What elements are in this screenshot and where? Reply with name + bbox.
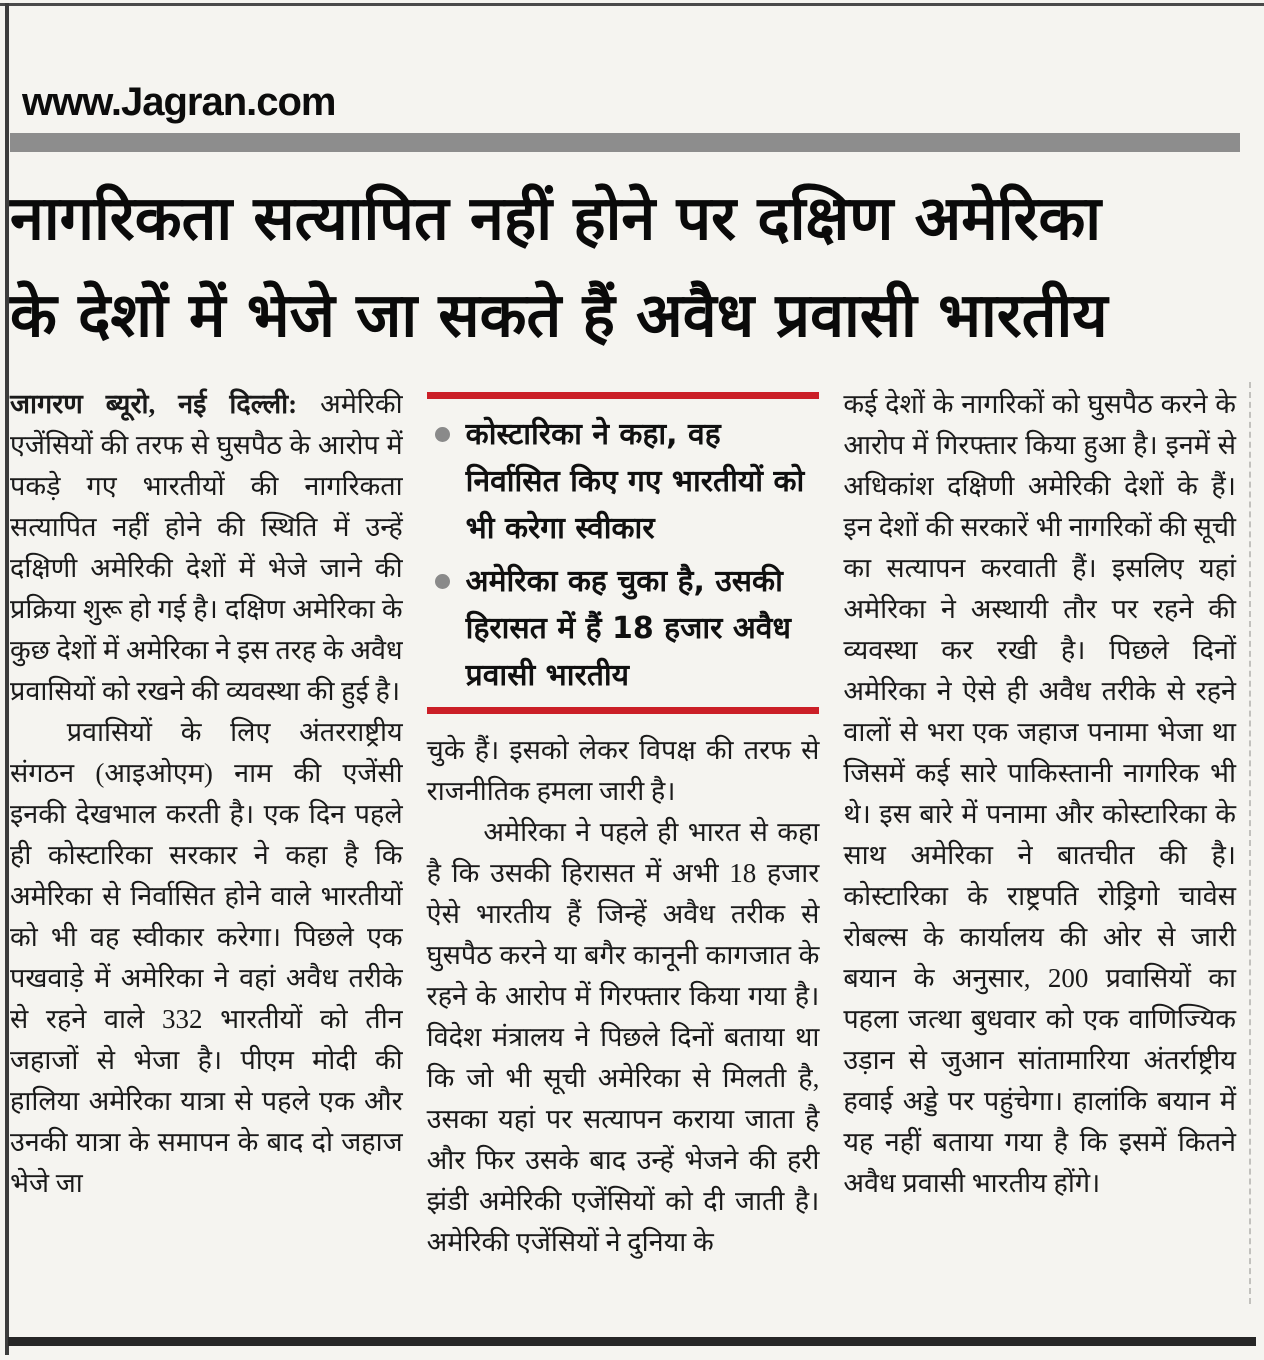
- bullet-item: [427, 411, 820, 552]
- bullet-item: [427, 558, 820, 699]
- scan-left-edge-line: [5, 3, 9, 1355]
- masthead-divider-bar: [10, 133, 1240, 152]
- article-columns: [10, 384, 1236, 1263]
- left-paragraph-2: प्रवासियों के लिए अंतरराष्ट्रीय संगठन (आइओएम) नाम की एजेंसी इनकी देखभाल करती है। एक दिन पहले ही कोस्टारिका सरकार ने कहा है कि अमेरिका से निर्वासित होने वाले भारतीयों को भी वह स्वीकार करेगा। पिछले एक पखवाड़े में अमेरिका ने वहां अवैध तरीके से रहने वाले 332 भारतीयों को तीन जहाजों से भेजा है। पीएम मोदी की हालिया अमेरिका यात्रा से पहले एक और उनकी यात्रा के समापन के बाद दो जहाज भेजे जा: [10, 717, 403, 1198]
- headline-line-1: नागरिकता सत्यापित नहीं होने पर दक्षिण अमेरिका: [10, 183, 1102, 254]
- site-logo: www.Jagran.com: [22, 80, 336, 124]
- bullet-text: अमेरिका कह चुका है, उसकी हिरासत में हैं 18 हजार अवैध प्रवासी भारतीय: [465, 564, 791, 693]
- bullet-dot-icon: [435, 427, 450, 442]
- dateline: जागरण ब्यूरो, नई दिल्ली:: [10, 389, 298, 419]
- headline-line-2: के देशों में भेजे जा सकते हैं अवैध प्रवासी भारतीय: [10, 280, 1108, 351]
- article-headline: [10, 170, 1254, 364]
- bullet-text: कोस्टारिका ने कहा, वह निर्वासित किए गए भारतीयों को भी करेगा स्वीकार: [465, 417, 805, 546]
- lead-paragraph-text: अमेरिकी एजेंसियों की तरफ से घुसपैठ के आरोप में पकड़े गए भारतीयों की नागरिकता सत्यापित नहीं होने की स्थिति में उन्हें दक्षिणी अमेरिकी देशों में भेजे जाने की प्रक्रिया शुरू हो गई है। दक्षिण अमेरिका के कुछ देशों में अमेरिका ने इस तरह के अवैध प्रवासियों को रखने की व्यवस्था की हुई है।: [10, 389, 403, 706]
- column-left: [10, 384, 403, 1204]
- middle-paragraph-1: चुके हैं। इसको लेकर विपक्ष की तरफ से राजनीतिक हमला जारी है।: [426, 735, 820, 806]
- highlight-top-rule: [427, 392, 820, 399]
- right-paragraph-1: कई देशों के नागरिकों को घुसपैठ करने के आरोप में गिरफ्तार किया हुआ है। इनमें से अधिकांश दक्षिणी अमेरिकी देशों के हैं। इन देशों की सरकारें भी नागरिकों की सूची का सत्यापन करवाती हैं। इसलिए यहां अमेरिका ने अस्थायी तौर पर रहने की व्यवस्था कर रखी है। पिछले दिनों अमेरिका ने ऐसे ही अवैध तरीके से रहने वालों से भरा एक जहाज पनामा भेजा था जिसमें कई सारे पाकिस्तानी नागरिक भी थे। इस बारे में पनामा और कोस्टारिका के साथ अमेरिका ने बातचीत की है। कोस्टारिका के राष्ट्रपति रोड्रिगो चावेस रोबल्स के कार्यालय की ओर से जारी बयान के अनुसार, 200 प्रवासियों का पहला जत्था बुधवार को एक वाणिज्यिक उड़ान से जुआन सांतामारिया अंतर्राष्ट्रीय हवाई अड्डे पर पहुंचेगा। हालांकि बयान में यह नहीं बताया गया है कि इसमें कितने अवैध प्रवासी भारतीय होंगे।: [843, 389, 1237, 1198]
- highlight-bullet-list: [427, 411, 820, 699]
- highlight-bottom-rule: [427, 707, 820, 714]
- column-middle: [427, 384, 820, 1263]
- lead-paragraph: [10, 384, 403, 712]
- scan-top-edge-line: [0, 3, 1264, 6]
- middle-paragraph-2: अमेरिका ने पहले ही भारत से कहा है कि उसकी हिरासत में अभी 18 हजार ऐसे भारतीय हैं जिन्हें अवैध तरीक से घुसपैठ करने या बगैर कानूनी कागजात के रहने के आरोप में गिरफ्तार किया गया है। विदेश मंत्रालय ने पिछले दिनों बताया था कि जो भी सूची अमेरिका से मिलती है, उसका यहां पर सत्यापन कराया जाता है और फिर उसके बाद उन्हें भेजने की हरी झंडी अमेरिकी एजेंसियों को दी जाती है। अमेरिकी एजेंसियों ने दुनिया के: [426, 817, 820, 1257]
- column-right: [843, 384, 1236, 1204]
- article-bottom-rule: [8, 1337, 1256, 1346]
- scan-right-column-separator: [1249, 382, 1251, 1304]
- bullet-dot-icon: [435, 574, 450, 589]
